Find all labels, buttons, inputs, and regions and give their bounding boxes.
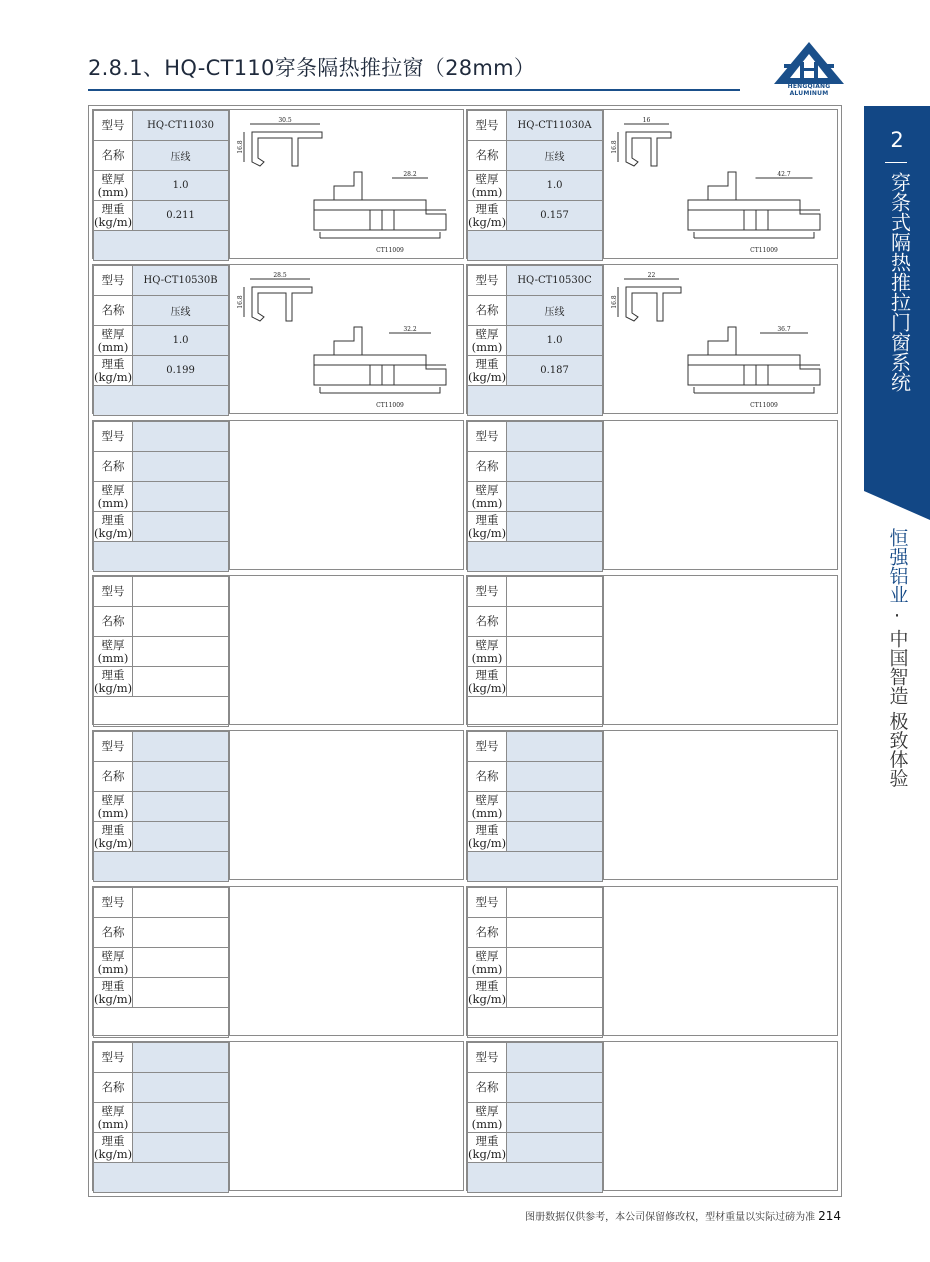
label-weight-unit: (kg/m) bbox=[94, 369, 133, 384]
label-model: 型号 bbox=[468, 111, 507, 141]
label-thickness-text: 壁厚 bbox=[101, 482, 125, 497]
label-thickness bbox=[468, 792, 507, 822]
value-model: HQ-CT10530B bbox=[133, 266, 229, 296]
drawing-area bbox=[603, 576, 838, 724]
table-footer-cell bbox=[94, 697, 229, 727]
value-name bbox=[133, 918, 229, 948]
drawing-area bbox=[229, 887, 464, 1035]
label-weight-unit: (kg/m) bbox=[468, 835, 507, 850]
profile-card bbox=[466, 109, 838, 259]
table-footer-cell bbox=[468, 386, 603, 416]
label-name: 名称 bbox=[468, 918, 507, 948]
drawing-area bbox=[229, 110, 464, 258]
label-model: 型号 bbox=[468, 888, 507, 918]
value-model bbox=[133, 1043, 229, 1073]
profile-drawing bbox=[230, 110, 464, 258]
value-weight bbox=[507, 512, 603, 542]
label-name: 名称 bbox=[468, 762, 507, 792]
label-weight-text: 理重 bbox=[475, 822, 499, 837]
label-thickness-unit: (mm) bbox=[97, 961, 129, 976]
logo-text: HENGQIANG ALUMINUM bbox=[787, 83, 831, 97]
dimension-side: 16.8 bbox=[611, 295, 618, 309]
table-footer-cell bbox=[468, 852, 603, 882]
label-weight bbox=[468, 667, 507, 697]
profile-card bbox=[92, 420, 464, 570]
table-footer-cell bbox=[468, 697, 603, 727]
label-weight-text: 理重 bbox=[101, 667, 125, 682]
label-weight-unit: (kg/m) bbox=[94, 991, 133, 1006]
value-thickness bbox=[133, 792, 229, 822]
label-thickness bbox=[94, 637, 133, 667]
profile-card bbox=[92, 1041, 464, 1191]
label-weight-unit: (kg/m) bbox=[468, 991, 507, 1006]
profile-card bbox=[92, 886, 464, 1036]
value-thickness bbox=[133, 482, 229, 512]
label-thickness-unit: (mm) bbox=[97, 339, 129, 354]
profile-card bbox=[466, 1041, 838, 1191]
footer bbox=[525, 1208, 841, 1223]
slogan bbox=[864, 528, 930, 787]
label-weight-text: 理重 bbox=[475, 667, 499, 682]
label-thickness-text: 壁厚 bbox=[101, 326, 125, 341]
label-thickness-unit: (mm) bbox=[97, 184, 129, 199]
value-thickness bbox=[507, 482, 603, 512]
label-weight bbox=[94, 667, 133, 697]
label-weight-text: 理重 bbox=[475, 356, 499, 371]
label-weight-text: 理重 bbox=[101, 201, 125, 216]
label-thickness-unit: (mm) bbox=[471, 184, 503, 199]
drawing-area bbox=[603, 110, 838, 258]
value-model: HQ-CT11030A bbox=[507, 111, 603, 141]
value-name bbox=[507, 762, 603, 792]
value-model bbox=[507, 577, 603, 607]
assembly-code: CT11009 bbox=[750, 402, 778, 409]
profile-card bbox=[466, 264, 838, 414]
profile-card bbox=[92, 109, 464, 259]
value-name: 压线 bbox=[507, 296, 603, 326]
label-weight-unit: (kg/m) bbox=[94, 1146, 133, 1161]
value-model bbox=[133, 422, 229, 452]
spec-table bbox=[467, 576, 603, 727]
label-model: 型号 bbox=[468, 422, 507, 452]
label-model: 型号 bbox=[94, 266, 133, 296]
table-footer-cell bbox=[94, 852, 229, 882]
label-name: 名称 bbox=[94, 607, 133, 637]
table-footer-cell bbox=[94, 386, 229, 416]
profile-card bbox=[92, 264, 464, 414]
spec-table bbox=[93, 265, 229, 416]
value-weight bbox=[133, 667, 229, 697]
value-model: HQ-CT11030 bbox=[133, 111, 229, 141]
value-model bbox=[507, 732, 603, 762]
label-weight-unit: (kg/m) bbox=[468, 369, 507, 384]
spec-table bbox=[467, 110, 603, 261]
drawing-area bbox=[229, 731, 464, 879]
value-name bbox=[133, 607, 229, 637]
label-thickness bbox=[94, 326, 133, 356]
value-weight: 0.187 bbox=[507, 356, 603, 386]
table-footer-cell bbox=[94, 231, 229, 261]
label-model: 型号 bbox=[94, 732, 133, 762]
value-name bbox=[133, 452, 229, 482]
label-thickness-unit: (mm) bbox=[97, 495, 129, 510]
label-thickness bbox=[94, 482, 133, 512]
label-thickness-text: 壁厚 bbox=[101, 1103, 125, 1118]
spec-table bbox=[93, 887, 229, 1038]
dimension-side: 16.8 bbox=[237, 140, 244, 154]
label-weight-unit: (kg/m) bbox=[468, 214, 507, 229]
label-thickness bbox=[468, 326, 507, 356]
value-model bbox=[507, 422, 603, 452]
value-model bbox=[507, 888, 603, 918]
label-weight-unit: (kg/m) bbox=[468, 525, 507, 540]
label-thickness-text: 壁厚 bbox=[475, 1103, 499, 1118]
spec-table bbox=[467, 731, 603, 882]
label-weight-unit: (kg/m) bbox=[94, 214, 133, 229]
profile-card bbox=[466, 886, 838, 1036]
label-thickness-text: 壁厚 bbox=[101, 637, 125, 652]
dimension-top: 30.5 bbox=[278, 117, 292, 124]
drawing-area bbox=[603, 265, 838, 413]
label-name: 名称 bbox=[468, 296, 507, 326]
label-name: 名称 bbox=[94, 762, 133, 792]
label-weight bbox=[468, 201, 507, 231]
value-name bbox=[507, 1073, 603, 1103]
label-thickness-unit: (mm) bbox=[97, 805, 129, 820]
value-name bbox=[133, 1073, 229, 1103]
label-thickness bbox=[468, 171, 507, 201]
label-thickness bbox=[94, 171, 133, 201]
dimension-assembly: 28.2 bbox=[403, 171, 417, 178]
label-weight-text: 理重 bbox=[101, 356, 125, 371]
dimension-side: 16.8 bbox=[237, 295, 244, 309]
label-thickness-unit: (mm) bbox=[97, 650, 129, 665]
label-thickness-text: 壁厚 bbox=[475, 326, 499, 341]
label-model: 型号 bbox=[94, 1043, 133, 1073]
label-thickness-unit: (mm) bbox=[471, 339, 503, 354]
drawing-area bbox=[229, 421, 464, 569]
drawing-area bbox=[603, 887, 838, 1035]
value-thickness bbox=[507, 1103, 603, 1133]
label-name: 名称 bbox=[94, 452, 133, 482]
label-thickness-text: 壁厚 bbox=[475, 792, 499, 807]
label-weight-text: 理重 bbox=[101, 978, 125, 993]
label-weight-text: 理重 bbox=[475, 978, 499, 993]
dimension-top: 28.5 bbox=[273, 272, 287, 279]
label-weight-unit: (kg/m) bbox=[94, 680, 133, 695]
label-weight bbox=[94, 978, 133, 1008]
footer-note: 图册数据仅供参考，本公司保留修改权，型材重量以实际过磅为准 bbox=[525, 1212, 816, 1223]
label-thickness bbox=[468, 1103, 507, 1133]
label-weight bbox=[94, 822, 133, 852]
profile-card bbox=[466, 730, 838, 880]
slogan-text: 中国智造 极致体验 bbox=[886, 629, 909, 788]
spec-table bbox=[467, 421, 603, 572]
value-weight bbox=[507, 1133, 603, 1163]
value-model: HQ-CT10530C bbox=[507, 266, 603, 296]
table-footer-cell bbox=[468, 231, 603, 261]
label-weight-text: 理重 bbox=[101, 1133, 125, 1148]
value-thickness bbox=[507, 637, 603, 667]
value-name bbox=[133, 762, 229, 792]
drawing-area bbox=[229, 576, 464, 724]
label-thickness-unit: (mm) bbox=[471, 961, 503, 976]
label-name: 名称 bbox=[94, 296, 133, 326]
profile-card bbox=[92, 730, 464, 880]
value-thickness: 1.0 bbox=[133, 171, 229, 201]
profile-card bbox=[466, 420, 838, 570]
label-thickness-unit: (mm) bbox=[471, 650, 503, 665]
label-model: 型号 bbox=[468, 1043, 507, 1073]
table-footer-cell bbox=[94, 1008, 229, 1038]
spec-table bbox=[467, 1042, 603, 1193]
label-weight bbox=[468, 978, 507, 1008]
label-thickness bbox=[468, 637, 507, 667]
label-weight-text: 理重 bbox=[475, 1133, 499, 1148]
value-thickness bbox=[507, 792, 603, 822]
label-name: 名称 bbox=[468, 607, 507, 637]
label-weight bbox=[94, 356, 133, 386]
value-weight bbox=[133, 1133, 229, 1163]
value-weight bbox=[507, 978, 603, 1008]
label-weight bbox=[94, 201, 133, 231]
label-model: 型号 bbox=[468, 266, 507, 296]
table-footer-cell bbox=[468, 1008, 603, 1038]
label-model: 型号 bbox=[468, 577, 507, 607]
label-name: 名称 bbox=[468, 452, 507, 482]
label-thickness-unit: (mm) bbox=[471, 1116, 503, 1131]
value-model bbox=[133, 888, 229, 918]
page-number: 214 bbox=[818, 1209, 841, 1223]
spec-table bbox=[467, 887, 603, 1038]
label-weight-unit: (kg/m) bbox=[468, 680, 507, 695]
page-title: 2.8.1、HQ-CT110穿条隔热推拉窗（28mm） bbox=[88, 56, 536, 80]
assembly-code: CT11009 bbox=[376, 247, 404, 254]
value-weight bbox=[507, 822, 603, 852]
value-thickness bbox=[133, 1103, 229, 1133]
slogan-brand: 恒强铝业 bbox=[886, 528, 909, 604]
drawing-area bbox=[229, 1042, 464, 1190]
drawing-area bbox=[603, 731, 838, 879]
table-footer-cell bbox=[468, 542, 603, 572]
title-rule bbox=[88, 89, 740, 91]
table-footer-cell bbox=[468, 1163, 603, 1193]
profile-drawing bbox=[604, 265, 838, 413]
label-thickness bbox=[94, 792, 133, 822]
dimension-top: 22 bbox=[647, 272, 656, 279]
label-thickness-unit: (mm) bbox=[97, 1116, 129, 1131]
chapter-title: 穿条式隔热推拉门窗系统 bbox=[887, 172, 912, 392]
value-name bbox=[507, 452, 603, 482]
label-model: 型号 bbox=[468, 732, 507, 762]
label-thickness-text: 壁厚 bbox=[475, 171, 499, 186]
label-thickness bbox=[468, 948, 507, 978]
label-weight bbox=[468, 356, 507, 386]
table-footer-cell bbox=[94, 542, 229, 572]
label-weight bbox=[468, 512, 507, 542]
value-model bbox=[507, 1043, 603, 1073]
drawing-area bbox=[603, 421, 838, 569]
value-weight bbox=[507, 667, 603, 697]
label-thickness bbox=[468, 482, 507, 512]
label-weight-text: 理重 bbox=[101, 512, 125, 527]
label-weight-text: 理重 bbox=[475, 512, 499, 527]
dimension-top: 16 bbox=[642, 117, 651, 124]
assembly-code: CT11009 bbox=[750, 247, 778, 254]
label-model: 型号 bbox=[94, 111, 133, 141]
label-thickness-text: 壁厚 bbox=[101, 171, 125, 186]
spec-table bbox=[467, 265, 603, 416]
spec-table bbox=[93, 110, 229, 261]
label-thickness bbox=[94, 948, 133, 978]
label-name: 名称 bbox=[468, 1073, 507, 1103]
dimension-side: 16.8 bbox=[611, 140, 618, 154]
label-thickness-text: 壁厚 bbox=[475, 482, 499, 497]
label-weight bbox=[94, 512, 133, 542]
label-weight-unit: (kg/m) bbox=[468, 1146, 507, 1161]
label-name: 名称 bbox=[94, 1073, 133, 1103]
value-thickness bbox=[133, 637, 229, 667]
label-name: 名称 bbox=[468, 141, 507, 171]
value-weight bbox=[133, 978, 229, 1008]
value-thickness: 1.0 bbox=[133, 326, 229, 356]
label-model: 型号 bbox=[94, 422, 133, 452]
label-model: 型号 bbox=[94, 577, 133, 607]
value-name bbox=[507, 918, 603, 948]
profile-card bbox=[92, 575, 464, 725]
chapter-divider bbox=[885, 162, 907, 163]
value-weight: 0.211 bbox=[133, 201, 229, 231]
dimension-assembly: 32.2 bbox=[403, 326, 417, 333]
value-model bbox=[133, 732, 229, 762]
label-thickness-text: 壁厚 bbox=[475, 948, 499, 963]
label-weight bbox=[468, 822, 507, 852]
spec-table bbox=[93, 421, 229, 572]
label-thickness-text: 壁厚 bbox=[101, 792, 125, 807]
label-thickness-text: 壁厚 bbox=[101, 948, 125, 963]
value-name: 压线 bbox=[133, 141, 229, 171]
assembly-code: CT11009 bbox=[376, 402, 404, 409]
label-name: 名称 bbox=[94, 918, 133, 948]
value-model bbox=[133, 577, 229, 607]
label-weight bbox=[468, 1133, 507, 1163]
value-weight bbox=[133, 822, 229, 852]
spec-table bbox=[93, 1042, 229, 1193]
label-weight-text: 理重 bbox=[101, 822, 125, 837]
value-name bbox=[507, 607, 603, 637]
profile-drawing bbox=[230, 265, 464, 413]
label-weight-unit: (kg/m) bbox=[94, 525, 133, 540]
label-thickness-unit: (mm) bbox=[471, 805, 503, 820]
label-weight-unit: (kg/m) bbox=[94, 835, 133, 850]
value-name: 压线 bbox=[133, 296, 229, 326]
drawing-area bbox=[229, 265, 464, 413]
table-footer-cell bbox=[94, 1163, 229, 1193]
dimension-assembly: 36.7 bbox=[777, 326, 791, 333]
dimension-assembly: 42.7 bbox=[777, 171, 791, 178]
profile-drawing bbox=[604, 110, 838, 258]
label-thickness-text: 壁厚 bbox=[475, 637, 499, 652]
value-thickness bbox=[133, 948, 229, 978]
label-thickness bbox=[94, 1103, 133, 1133]
label-name: 名称 bbox=[94, 141, 133, 171]
profile-card bbox=[466, 575, 838, 725]
label-weight bbox=[94, 1133, 133, 1163]
value-weight: 0.157 bbox=[507, 201, 603, 231]
chapter-number: 2 bbox=[890, 128, 904, 152]
label-weight-text: 理重 bbox=[475, 201, 499, 216]
spec-table bbox=[93, 731, 229, 882]
drawing-area bbox=[603, 1042, 838, 1190]
value-weight: 0.199 bbox=[133, 356, 229, 386]
spec-table bbox=[93, 576, 229, 727]
label-model: 型号 bbox=[94, 888, 133, 918]
slogan-dot: · bbox=[893, 605, 901, 627]
value-thickness bbox=[507, 948, 603, 978]
value-thickness: 1.0 bbox=[507, 171, 603, 201]
label-thickness-unit: (mm) bbox=[471, 495, 503, 510]
value-name: 压线 bbox=[507, 141, 603, 171]
value-weight bbox=[133, 512, 229, 542]
value-thickness: 1.0 bbox=[507, 326, 603, 356]
